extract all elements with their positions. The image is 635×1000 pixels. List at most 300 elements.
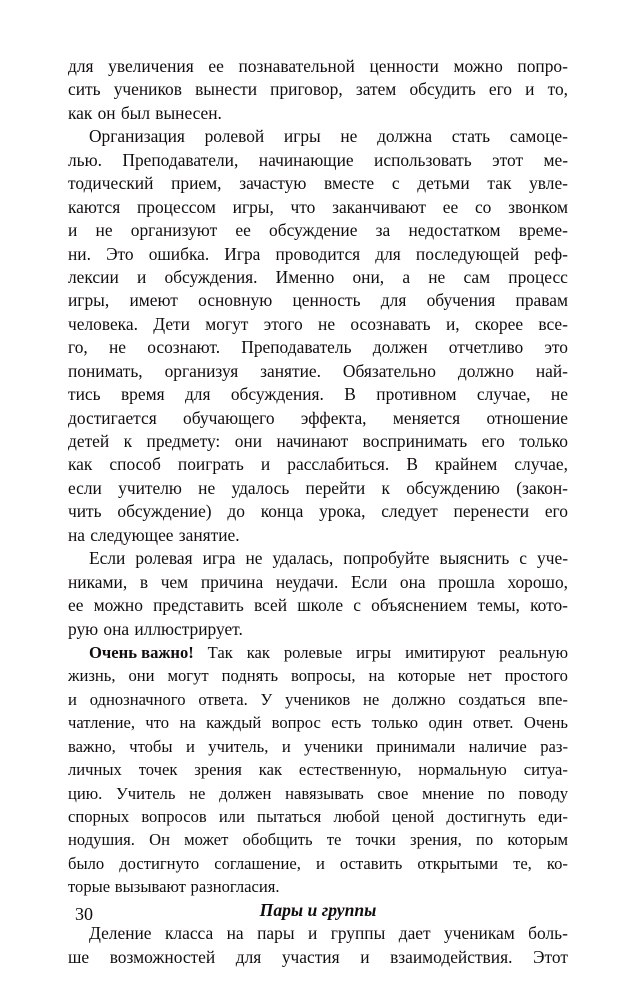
word: мнение [422, 783, 474, 803]
word: и [136, 266, 147, 287]
word: спорных [68, 807, 130, 826]
word: сам [463, 266, 491, 287]
word: это [544, 337, 568, 358]
word: никами, [68, 571, 128, 592]
word: (закон- [516, 477, 568, 498]
word: рую [68, 618, 99, 639]
word: отчетливо [448, 337, 524, 358]
word: личных [68, 760, 122, 780]
word: случае, [514, 454, 568, 475]
word: обобщить [242, 830, 313, 850]
word: скорее [474, 313, 524, 334]
text-line [68, 172, 568, 195]
text-line [68, 383, 568, 406]
word: то, [547, 79, 568, 100]
word: занятие. [260, 360, 321, 381]
word: Учитель [116, 783, 176, 803]
word: те, [513, 853, 532, 873]
word: зачастую [239, 173, 307, 194]
word: го, [68, 337, 88, 358]
word: этого [263, 313, 303, 334]
word: что [145, 713, 170, 733]
word: занятие. [178, 524, 240, 545]
word: ше [68, 946, 90, 967]
word: естественную, [298, 760, 402, 780]
word: обсуждение [269, 220, 358, 241]
text-line [68, 289, 568, 312]
word: вопрос [271, 713, 321, 733]
word: время [120, 384, 165, 405]
word: не [189, 783, 206, 803]
word: звонком [508, 196, 568, 217]
word: стать [451, 126, 491, 147]
text-line [68, 102, 568, 125]
word: он [97, 102, 116, 123]
word: был [120, 102, 151, 123]
word: и [185, 736, 195, 756]
word: ценность [292, 290, 361, 311]
word: реф- [534, 243, 568, 264]
word: удалась, [272, 548, 334, 569]
word: только [371, 713, 419, 733]
word: так [487, 173, 512, 194]
word: конца [260, 501, 304, 522]
word: ученикам [444, 923, 515, 944]
word: вопросов [141, 807, 207, 826]
word: процесс [508, 266, 568, 287]
word: в [139, 571, 149, 592]
word: начинающие [258, 149, 354, 170]
word: не [318, 313, 336, 334]
word: ценности [369, 56, 439, 76]
word: Дети [153, 313, 190, 334]
word: на [368, 666, 385, 686]
word: проводится [275, 243, 361, 264]
word: должна [377, 126, 433, 147]
word: процессом [136, 196, 216, 217]
word: организуя [164, 360, 239, 381]
word: поднять [221, 666, 279, 686]
word: с [519, 548, 528, 569]
word: что [290, 196, 316, 217]
word: пытаться [257, 807, 322, 826]
text-line [68, 407, 568, 430]
word: поиграть [177, 454, 244, 475]
word: участия [281, 946, 340, 967]
word: каждый [206, 713, 262, 733]
word: перейти [305, 477, 366, 498]
word: учеников [285, 689, 351, 709]
emphasis-run: Очень важно! [89, 642, 194, 662]
word: они, [352, 266, 385, 287]
text-line [68, 149, 568, 172]
word: а [402, 266, 411, 287]
word: до [227, 501, 245, 522]
word: использовать [374, 149, 472, 170]
text-line [68, 430, 568, 453]
word: вопросы, [291, 666, 356, 686]
word: для [235, 946, 262, 967]
word: имитируют [405, 642, 486, 662]
text-line [68, 78, 568, 101]
word: как [68, 454, 93, 475]
word: сить [68, 79, 101, 100]
text-line [68, 125, 568, 148]
word: с [353, 595, 361, 616]
page-number: 30 [75, 904, 93, 924]
word: и [525, 79, 535, 100]
word: и [68, 220, 78, 241]
word: обсуждения. [230, 384, 324, 405]
word: человека. [68, 313, 138, 334]
word: должно [392, 689, 446, 709]
word: вместе [324, 173, 375, 194]
word: или [218, 807, 245, 826]
word: должен [219, 783, 272, 803]
word: для [380, 290, 407, 311]
word: уче- [537, 548, 568, 569]
word: открытыми [417, 853, 499, 873]
word: увле- [529, 173, 568, 194]
word: не [245, 548, 263, 569]
word: к [381, 477, 390, 498]
word: не [95, 220, 113, 241]
paragraph [68, 641, 568, 899]
word: было [68, 853, 105, 873]
paragraph [68, 125, 568, 547]
word: зрения [194, 760, 242, 780]
text-line [68, 360, 568, 383]
word: Так [207, 642, 233, 662]
word: затем [355, 79, 397, 100]
word: У [260, 689, 273, 709]
word: хорошо, [507, 571, 568, 592]
word: точек [138, 760, 178, 780]
word: школе [297, 595, 344, 616]
word: ме- [543, 149, 568, 170]
word: как [246, 642, 270, 662]
word: чем [160, 571, 189, 592]
word: чтобы [129, 736, 173, 756]
text-line [68, 782, 568, 805]
word: она [399, 571, 426, 592]
word: если [68, 477, 102, 498]
word: Деление [89, 923, 152, 944]
word: удалось [231, 477, 290, 498]
word: не [340, 126, 358, 147]
word: только [519, 431, 568, 451]
word: и [281, 736, 291, 756]
word: возможностей [109, 946, 216, 967]
word: ко- [546, 853, 568, 873]
word: могут [167, 666, 209, 686]
word: правам [515, 290, 568, 311]
word: на [68, 524, 86, 545]
word: должно [457, 360, 514, 381]
word: В [406, 454, 418, 475]
word: перенести [453, 501, 530, 522]
text-line [68, 805, 568, 828]
word: Этот [533, 946, 568, 967]
word: Он [149, 830, 170, 850]
word: ни. [68, 243, 91, 264]
word: которым [507, 830, 568, 850]
word: обсуждения. [164, 266, 258, 287]
word: по [476, 830, 494, 850]
section-heading: Пары и группы [259, 899, 377, 920]
word: обсуждение) [117, 501, 212, 522]
word: игра [202, 548, 236, 569]
word: детьми [417, 173, 470, 194]
word: наличие [468, 736, 527, 756]
word: оставить [339, 853, 403, 873]
word: может [184, 830, 229, 850]
text-line [68, 500, 568, 523]
word: боль- [528, 923, 568, 944]
word: крайнем [435, 454, 498, 475]
word: можно [93, 595, 143, 616]
word: Игра [224, 243, 261, 264]
word: последующей [415, 243, 520, 264]
word: за [375, 220, 391, 241]
word: учителю [118, 477, 182, 498]
word: отношение [486, 407, 568, 428]
word: и [68, 689, 77, 709]
word: иллюстрирует. [134, 618, 243, 639]
word: вынести [195, 79, 258, 100]
word: не [198, 477, 216, 498]
word: как [258, 760, 283, 780]
word: учитель, [208, 736, 269, 756]
word: его [544, 501, 568, 522]
word: однозначного [89, 689, 186, 709]
word: можно [453, 56, 503, 76]
word: ответа. [198, 689, 248, 709]
word: этот [492, 149, 524, 170]
word: нет [468, 666, 492, 686]
text-line [68, 758, 568, 781]
word: чатление, [68, 713, 136, 733]
word: учеников [113, 79, 182, 100]
word: ролевые [283, 642, 343, 662]
word: и [360, 946, 370, 967]
word: не [108, 337, 126, 358]
word: меняется [392, 407, 461, 428]
text-line [68, 547, 568, 570]
text-line [68, 453, 568, 476]
word: по [487, 783, 505, 803]
word: достигнуто [119, 853, 200, 873]
word: которые [397, 666, 456, 686]
word: Преподаватели, [122, 149, 239, 170]
word: обучающего [183, 407, 275, 428]
word: реальную [499, 642, 568, 662]
word: тись [68, 384, 101, 405]
word: для [184, 384, 211, 405]
word: ответ. [472, 713, 514, 733]
word: вызывают [114, 877, 186, 897]
word: познавательной [238, 56, 355, 76]
text-line [68, 664, 568, 687]
paragraph [68, 922, 568, 969]
text-line [68, 711, 568, 734]
word: организуют [130, 220, 218, 241]
word: понимать, [68, 360, 143, 381]
word: ее [442, 196, 459, 217]
word: дает [398, 923, 431, 944]
word: достигнуть [446, 807, 526, 826]
text-line [68, 571, 568, 594]
word: предмету: [146, 431, 221, 451]
word: должен [372, 337, 428, 358]
word: ее [208, 56, 224, 76]
word: торые [68, 877, 111, 897]
word: зрения, [410, 830, 462, 850]
word: най- [535, 360, 568, 381]
word: ценой [391, 807, 435, 826]
word: Обязательно [342, 360, 436, 381]
word: не [363, 689, 380, 709]
word: жизнь, [68, 666, 116, 686]
word: класса [164, 923, 214, 944]
word: раз- [540, 736, 568, 756]
word: еди- [537, 807, 568, 826]
text-line [68, 266, 568, 289]
word: прошла [438, 571, 495, 592]
word: кото- [530, 595, 568, 616]
word: обсудить [409, 79, 476, 100]
word: ее [235, 220, 251, 241]
text-line [68, 946, 568, 969]
word: игры, [68, 290, 110, 311]
text-line [68, 477, 568, 500]
word: ошибка. [148, 243, 210, 264]
word: игры [356, 642, 392, 662]
word: увеличения [108, 56, 194, 76]
word: выяснить [439, 548, 510, 569]
word: на [179, 713, 196, 733]
text-line [68, 594, 568, 617]
word: точки [355, 830, 396, 850]
word: Если [89, 548, 126, 569]
text-line [68, 922, 568, 945]
word: имеют [129, 290, 178, 311]
word: воспринимать [362, 431, 468, 451]
word: они [128, 666, 155, 686]
word: его [481, 431, 505, 451]
word: детей [68, 431, 110, 451]
word: для [375, 243, 401, 264]
word: все- [538, 313, 568, 334]
word: случае, [476, 384, 531, 405]
word: приговор, [270, 79, 343, 100]
word: достигается [68, 407, 157, 428]
text-column [68, 55, 568, 969]
text-line [68, 243, 568, 266]
word: каются [68, 196, 121, 217]
text-line [68, 641, 568, 664]
word: не [428, 266, 446, 287]
word: ученики [304, 736, 363, 756]
text-line [68, 618, 568, 641]
word: разногласия. [190, 877, 280, 897]
word: неудачи. [275, 571, 339, 592]
word: его [488, 79, 513, 100]
word: обсуждению [406, 477, 500, 498]
text-line [68, 313, 568, 336]
word: пары [257, 923, 295, 944]
word: лексии [68, 266, 119, 287]
word: следует [381, 501, 438, 522]
word: осознавать [350, 313, 431, 334]
word: нормальную [418, 760, 507, 780]
text-line [68, 336, 568, 359]
word: заканчивают [332, 196, 427, 217]
word: есть [331, 713, 362, 733]
word: основную [198, 290, 273, 311]
word: те [326, 830, 342, 850]
word: В [344, 384, 356, 405]
word: Очень [523, 713, 568, 733]
word: не [550, 384, 568, 405]
word: Это [106, 243, 134, 264]
word: к [123, 431, 133, 451]
word: могут [205, 313, 249, 334]
word: один [428, 713, 463, 733]
text-line [68, 219, 568, 242]
word: простого [504, 666, 568, 686]
word: с [391, 173, 400, 194]
text-line [68, 875, 568, 898]
text-line [68, 688, 568, 711]
word: игры, [232, 196, 274, 217]
word: важно, [68, 736, 116, 756]
word: она [103, 618, 130, 639]
word: следующее [90, 524, 174, 545]
word: поводу [518, 783, 568, 803]
word: игры [283, 126, 321, 147]
word: со [474, 196, 492, 217]
word: ситуа- [523, 760, 568, 780]
word: принимали [376, 736, 456, 756]
word: недостатком [408, 220, 501, 241]
text-line [68, 524, 568, 547]
word: самоце- [509, 126, 568, 147]
word: они [234, 431, 263, 451]
word: начинают [276, 431, 349, 451]
word: Преподаватель [241, 337, 352, 358]
word: соглашение, [214, 853, 301, 873]
word: вынесен. [155, 102, 222, 123]
word: и, [445, 313, 460, 334]
word: причина [200, 571, 264, 592]
word: впе- [538, 689, 568, 709]
word: и [315, 853, 325, 873]
word: урока, [319, 501, 366, 522]
word: цию. [68, 783, 103, 803]
word: нодушия. [68, 830, 135, 850]
word: объяснением [371, 595, 468, 616]
word: осознают. [147, 337, 221, 358]
word: навязывать [285, 783, 364, 803]
word: и [307, 923, 318, 944]
word: попро- [517, 56, 568, 76]
text-line [68, 735, 568, 758]
word: любой [333, 807, 380, 826]
word: всей [253, 595, 288, 616]
word: лью. [68, 149, 102, 170]
word: способ [109, 454, 161, 475]
